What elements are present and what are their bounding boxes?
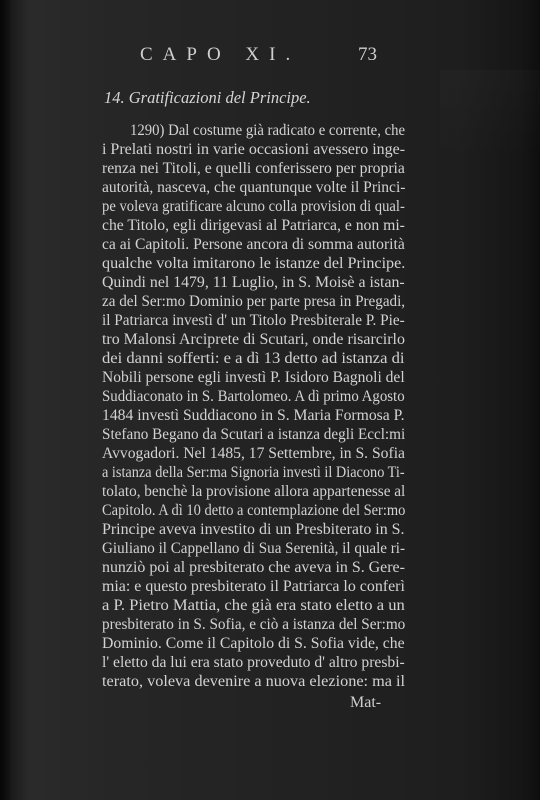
- text-line: nunziò poi al presbiterato che aveva in S. Gere-: [102, 558, 405, 576]
- book-gutter: [0, 0, 10, 800]
- show-through: [440, 70, 540, 160]
- text-line: autorità, nasceva, che quantunque volte il Princi-: [102, 178, 406, 196]
- page-header: [0, 44, 540, 68]
- text-line: Suddiaconato in S. Bartolomeo. A dì primo Agosto: [102, 387, 405, 405]
- text-line: Stefano Begano da Scutari a istanza degli Eccl:mi: [102, 425, 406, 443]
- text-line: dei danni sofferti: e a dì 13 detto ad istanza di: [102, 349, 405, 367]
- text-line: Giuliano il Cappellano di Sua Serenità, il quale ri-: [102, 539, 406, 557]
- section-heading: 14. Gratificazioni del Principe.: [104, 88, 311, 107]
- text-line: Quindi nel 1479, 11 Luglio, in S. Moisè a istan-: [102, 273, 405, 291]
- text-line: terato, voleva devenire a nuova elezione: ma il: [102, 672, 406, 690]
- text-line: che Titolo, egli dirigevasi al Patriarca, e non mi-: [102, 216, 405, 234]
- text-line: tolato, benchè la provisione allora appartenesse al: [102, 482, 406, 500]
- text-line: Dominio. Come il Capitolo di S. Sofia vide, che: [102, 634, 405, 652]
- text-line: 1290) Dal costume già radicato e corrente, che: [130, 121, 406, 139]
- text-line: Nobili persone egli investì P. Isidoro Bagnoli del: [102, 368, 405, 386]
- running-head: CAPO XI.: [140, 44, 301, 65]
- text-line: il Patriarca investì d' un Titolo Presbiterale P. Pie-: [102, 311, 405, 329]
- text-line: 1484 investì Suddiacono in S. Maria Formosa P.: [102, 406, 405, 424]
- text-line: qualche volta imitarono le istanze del Principe.: [102, 254, 406, 272]
- text-line: a istanza della Ser:ma Signoria investì il Diacono Ti-: [102, 463, 405, 481]
- text-line: Principe aveva investito di un Presbiterato in S.: [102, 520, 405, 538]
- text-line: Avvogadori. Nel 1485, 17 Settembre, in S. Sofia: [102, 444, 405, 462]
- text-line: a P. Pietro Mattia, che già era stato eletto a un: [102, 596, 405, 614]
- text-line: tro Malonsi Arciprete di Scutari, onde risarcirlo: [102, 330, 405, 348]
- catchword: Mat-: [350, 694, 382, 711]
- text-line: za del Ser:mo Dominio per parte presa in Pregadi,: [102, 292, 406, 310]
- text-line: i Prelati nostri in varie occasioni avessero inge-: [102, 140, 406, 158]
- text-line: Capitolo. A dì 10 detto a contemplazione del Ser:mo: [102, 501, 406, 519]
- text-line: mia: e questo presbiterato il Patriarca lo conferì: [102, 577, 405, 595]
- text-line: renza nei Titoli, e quelli conferissero per propria: [102, 159, 405, 177]
- text-line: pe voleva gratificare alcuno colla provision di qual-: [102, 197, 405, 215]
- text-line: presbiterato in S. Sofia, e ciò a istanza del Ser:mo: [102, 615, 406, 633]
- text-line: ca ai Capitoli. Persone ancora di somma autorità: [102, 235, 405, 253]
- page-number: 73: [358, 44, 377, 65]
- text-line: l' eletto da lui era stato proveduto d' altro presbi-: [102, 653, 405, 671]
